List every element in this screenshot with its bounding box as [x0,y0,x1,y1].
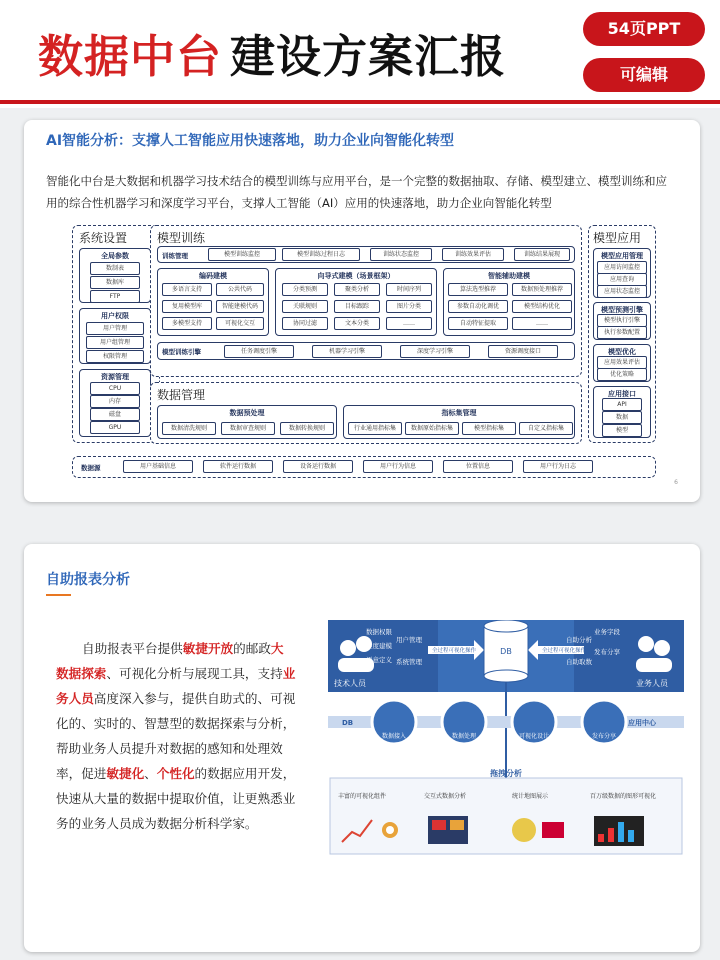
right-arrow-label: 全过程可视化操作 [542,648,587,654]
ai-analysis-card [24,120,700,502]
sys-item[interactable]: GPU [90,421,140,434]
database-icon [484,620,528,682]
model-training-title: 模型训练 [157,231,206,245]
right-tag: 业务字段 [594,628,620,636]
assist-item[interactable]: 算法选型推荐 [448,283,508,296]
training-mgmt-row [157,246,575,263]
left-arrow-label: 全过程可视化操作 [432,648,477,654]
app-item[interactable]: 优化策略 [597,368,647,381]
app-item[interactable]: API [602,398,642,411]
app-interface-group [593,386,651,438]
metric-item[interactable]: 数据原始指标集 [405,422,459,435]
guide-item[interactable]: 分类预测 [282,283,328,296]
mgmt-item[interactable]: 训练效果评估 [442,248,504,261]
sys-item[interactable]: FTP [90,290,140,303]
body-text: 高度深入参与，提供自助式的、可视化的、实时的、智慧型的数据探索与分析，帮助业务人员提升对数据的感知和处理效率，促进 [56,691,296,781]
guide-item[interactable]: 关联规则 [282,300,328,313]
group-title: 模型预测引擎 [601,306,643,314]
engine-item[interactable]: 机器学习引擎 [312,345,382,358]
header-title-black: 建设方案汇报 [230,30,507,83]
resource-group [79,369,151,437]
highlight-text: 敏捷化 [106,766,145,781]
assist-item[interactable]: 自动特征提取 [448,317,508,330]
prep-item[interactable]: 数据转换规则 [280,422,334,435]
guide-item[interactable]: 时间序列 [386,283,432,296]
step-label: 发布分享 [591,733,617,740]
step-label: 可视化设计 [518,733,550,740]
body-text: 自助报表平台提供 [82,641,183,656]
source-item[interactable]: 用户行为信息 [363,460,433,473]
guide-item[interactable]: 协同过滤 [282,317,328,330]
sys-item[interactable]: 权限管理 [86,350,144,363]
body-text: 的数据应用开发，快速从大量的数据中提取价值，让更熟悉业务的业务人员成为数据分析科学家。 [56,766,296,831]
guide-item[interactable]: …… [386,317,432,330]
step-publish-share [582,700,626,744]
sys-item[interactable]: 内存 [90,395,140,408]
data-management-panel [150,382,582,444]
engine-label: 模型训练引擎 [162,348,201,356]
left-tag: 用户管理 [396,636,422,644]
header [0,0,720,108]
left-tag: 语意定义 [366,656,392,664]
coding-group [157,268,269,336]
feature-item: 百万级数据的图形可视化 [590,793,657,800]
assist-item[interactable]: 模型结构优化 [512,300,572,313]
group-title: 用户权限 [101,312,129,320]
app-item[interactable]: 模型执行引擎 [597,314,647,327]
sys-item[interactable]: 数制表 [90,262,140,275]
page-number: 6 [674,479,678,486]
optimize-group [593,344,651,382]
flow-right-label: 应用中心 [628,719,656,727]
guide-group [275,268,437,336]
group-title: 应用接口 [608,390,636,398]
coding-item[interactable]: 复用模型库 [162,300,212,313]
highlight-text: 敏捷开放 [182,641,234,656]
group-title: 模型优化 [608,348,636,356]
app-item[interactable]: 应用状态监控 [597,285,647,298]
app-item[interactable]: 应用查询 [597,273,647,286]
app-item[interactable]: 执行参数配置 [597,326,647,339]
guide-item[interactable]: 图片分类 [386,300,432,313]
engine-item[interactable]: 深度学习引擎 [400,345,470,358]
sys-item[interactable]: 用户管理 [86,322,144,335]
group-title: 数据预处理 [229,409,265,417]
right-tag: 自助取数 [566,658,592,666]
body-text: 、可视化分析与展现工具，支持 [106,666,283,681]
mgmt-item[interactable]: 模型训练过程日志 [282,248,360,261]
self-service-report-card [24,544,700,952]
coding-item[interactable]: 公共代码 [216,283,264,296]
header-title-red: 数据中台 [38,30,223,83]
body-text: 、 [144,766,157,781]
model-application-panel [588,225,656,443]
data-source-label: 数据源 [81,464,101,472]
highlight-text: 个性化 [156,766,195,781]
prep-item[interactable]: 数据清洗规则 [162,422,216,435]
mgmt-item[interactable]: 模型训练监控 [208,248,276,261]
model-application-title: 模型应用 [593,231,642,245]
prep-item[interactable]: 数据审查规则 [221,422,275,435]
engine-item[interactable]: 任务调度引擎 [224,345,294,358]
step-visual-design [512,700,556,744]
feature-item: 交互式数据分析 [424,793,467,800]
metric-group [343,405,575,439]
prep-group [157,405,337,439]
predict-engine-group [593,302,651,340]
report-card-title: 自助报表分析 [46,572,130,588]
source-item[interactable]: 软件运行数据 [203,460,273,473]
feature-item: 丰富的可视化组件 [338,793,387,800]
left-tag: 维度建模 [366,642,392,650]
sys-item[interactable]: 数据库 [90,276,140,289]
mgmt-item[interactable]: 训练状态监控 [370,248,432,261]
sys-item[interactable]: 磁盘 [90,408,140,421]
header-divider [0,100,720,104]
assist-item[interactable]: 数据预处理推荐 [512,283,572,296]
data-management-title: 数据管理 [157,388,206,402]
model-training-panel [150,225,582,377]
chart-thumb-2 [428,816,468,844]
flow-left-label: DB [342,719,354,727]
metric-item[interactable]: 自定义指标集 [519,422,573,435]
source-item[interactable]: 位置信息 [443,460,513,473]
app-item[interactable]: 应用访问监控 [597,261,647,274]
coding-item[interactable]: 可视化交互 [216,317,264,330]
ai-card-paragraph: 智能化中台是大数据和机器学习技术结合的模型训练与应用平台，是一个完整的数据抽取、存储、模型建立、模型训练和应用的综合性机器学习和深度学习平台，支撑人工智能（AI）应用的快速落地，助力企业向智能化转型 [46,174,667,210]
metric-item[interactable]: 行业通用指标集 [348,422,402,435]
step-label: 数据接入 [381,733,407,740]
training-mgmt-label: 训练管理 [162,252,188,260]
tech-role-label: 技术人员 [334,679,366,688]
guide-item[interactable]: 聚类分析 [334,283,380,296]
title-underline [46,594,71,596]
app-item[interactable]: 模型 [602,424,642,437]
source-item[interactable]: 设备运行数据 [283,460,353,473]
step-label: 数据处理 [451,733,477,740]
db-label: DB [500,647,512,656]
feature-item: 统计地图展示 [512,793,549,800]
body-text: 的邮政 [233,641,271,656]
step-data-process [442,700,486,744]
report-description [56,636,296,836]
step-data-import [372,700,416,744]
coding-item[interactable]: 多模型支持 [162,317,212,330]
guide-item[interactable]: 目标跟踪 [334,300,380,313]
assist-group [443,268,575,336]
source-item[interactable]: 用户行为日志 [523,460,593,473]
assist-item[interactable]: …… [512,317,572,330]
engine-row [157,342,575,360]
right-tag: 自助分析 [566,636,592,644]
coding-item[interactable]: 智能建模代码 [216,300,264,313]
group-title: 编码建模 [199,272,227,280]
group-title: 指标集管理 [441,409,477,417]
coding-item[interactable]: 多语言支持 [162,283,212,296]
assist-item[interactable]: 参数自动化调优 [448,300,508,313]
highlight-text: 大数据探索 [56,641,284,681]
group-title: 智能辅助建模 [488,272,530,280]
system-settings-panel [72,225,160,443]
editable-badge[interactable]: 可编辑 [583,58,705,92]
global-params-group [79,248,151,303]
engine-item[interactable]: 资源调度接口 [488,345,558,358]
metric-item[interactable]: 模型指标集 [462,422,516,435]
business-role-label: 业务人员 [636,679,668,688]
guide-item[interactable]: 文本分类 [334,317,380,330]
source-item[interactable]: 用户基础信息 [123,460,193,473]
data-source-panel [72,456,656,478]
sys-item[interactable]: 用户组管理 [86,336,144,349]
pages-badge[interactable]: 54页PPT [583,12,705,46]
app-mgmt-group [593,248,651,298]
app-item[interactable]: 应用效果评估 [597,356,647,369]
group-title: 模型应用管理 [601,252,643,260]
left-tag: 系统管理 [396,658,422,666]
system-settings-title: 系统设置 [79,231,128,245]
app-item[interactable]: 数据 [602,411,642,424]
group-title: 资源管理 [101,373,129,381]
self-service-diagram [328,620,684,856]
drag-analysis-title: 拖拽分析 [490,769,522,778]
ai-card-title: AI智能分析：支撑人工智能应用快速落地，助力企业向智能化转型 [46,133,455,149]
group-title: 向导式建模（场景框架） [317,272,395,280]
mgmt-item[interactable]: 训练结果展现 [514,248,570,261]
sys-item[interactable]: CPU [90,382,140,395]
chart-thumb-4 [594,816,644,846]
highlight-text: 业务人员 [56,666,296,706]
left-tag: 数据权限 [366,628,392,636]
user-permission-group [79,308,151,364]
group-title: 全局参数 [101,252,129,260]
right-tag: 发布分享 [594,648,620,656]
